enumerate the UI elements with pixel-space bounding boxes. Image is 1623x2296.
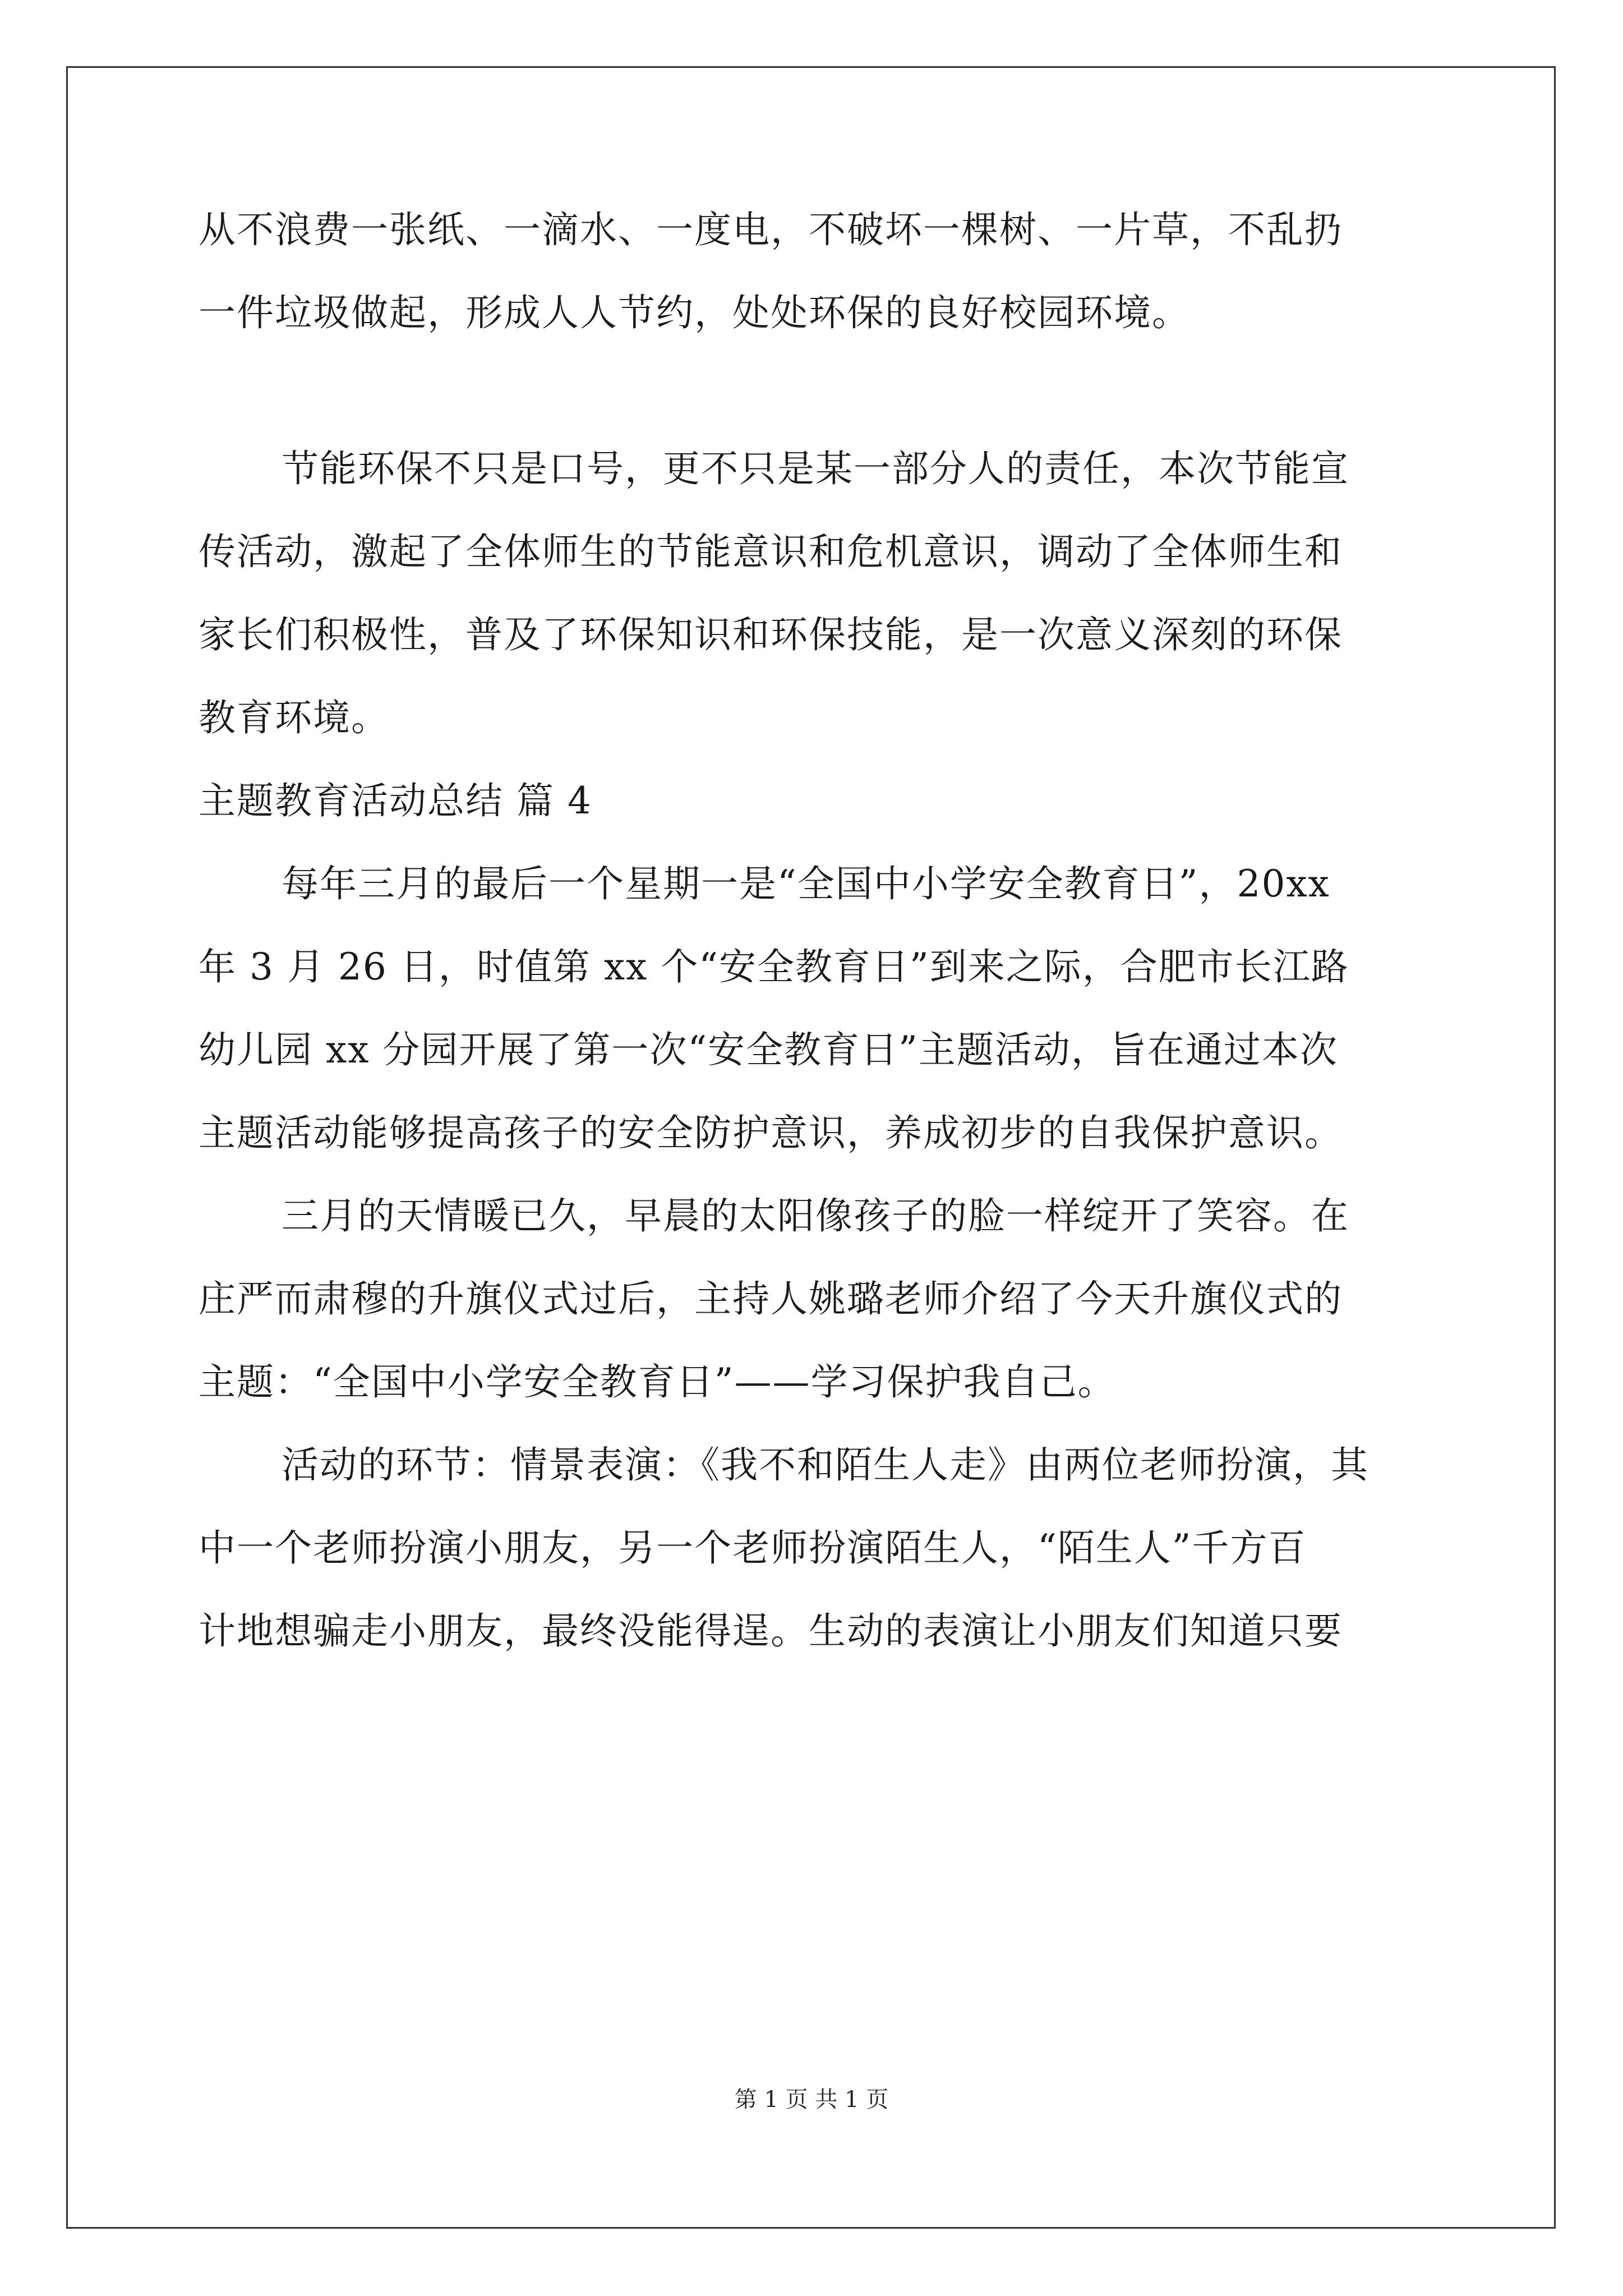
text-line: 中一个老师扮演小朋友，另一个老师扮演陌生人，“陌生人”千方百 bbox=[199, 1526, 1307, 1570]
text-line: 计地想骗走小朋友，最终没能得逞。生动的表演让小朋友们知道只要 bbox=[199, 1609, 1343, 1653]
text-line: 一件垃圾做起，形成人人节约，处处环保的良好校园环境。 bbox=[199, 291, 1190, 334]
text-line: 家长们积极性，普及了环保知识和环保技能，是一次意义深刻的环保 bbox=[199, 613, 1343, 656]
paragraph-start-line: 节能环保不只是口号，更不只是某一部分人的责任，本次节能宣 bbox=[282, 447, 1349, 490]
paragraph-start-line: 活动的环节：情景表演：《我不和陌生人走》由两位老师扮演，其 bbox=[282, 1443, 1369, 1487]
page-number-footer: 第 1 页 共 1 页 bbox=[734, 2087, 889, 2113]
paragraph-start-line: 每年三月的最后一个星期一是“全国中小学安全教育日”，20xx bbox=[282, 862, 1330, 905]
text-line: 从不浪费一张纸、一滴水、一度电，不破坏一棵树、一片草，不乱扔 bbox=[199, 208, 1343, 251]
text-line: 主题：“全国中小学安全教育日”——学习保护我自己。 bbox=[199, 1360, 1116, 1404]
text-line: 主题活动能够提高孩子的安全防护意识，养成初步的自我保护意识。 bbox=[199, 1111, 1343, 1154]
text-line: 传活动，激起了全体师生的节能意识和危机意识，调动了全体师生和 bbox=[199, 530, 1343, 573]
text-line: 年 3 月 26 日，时值第 xx 个“安全教育日”到来之际，合肥市长江路 bbox=[199, 945, 1349, 988]
text-line: 幼儿园 xx 分园开展了第一次“安全教育日”主题活动，旨在通过本次 bbox=[199, 1028, 1338, 1071]
paragraph-start-line: 三月的天情暖已久，早晨的太阳像孩子的脸一样绽开了笑容。在 bbox=[282, 1194, 1349, 1237]
text-line: 庄严而肃穆的升旗仪式过后，主持人姚璐老师介绍了今天升旗仪式的 bbox=[199, 1277, 1343, 1320]
section-heading: 主题教育活动总结 篇 4 bbox=[199, 779, 592, 822]
text-line: 教育环境。 bbox=[199, 696, 389, 739]
